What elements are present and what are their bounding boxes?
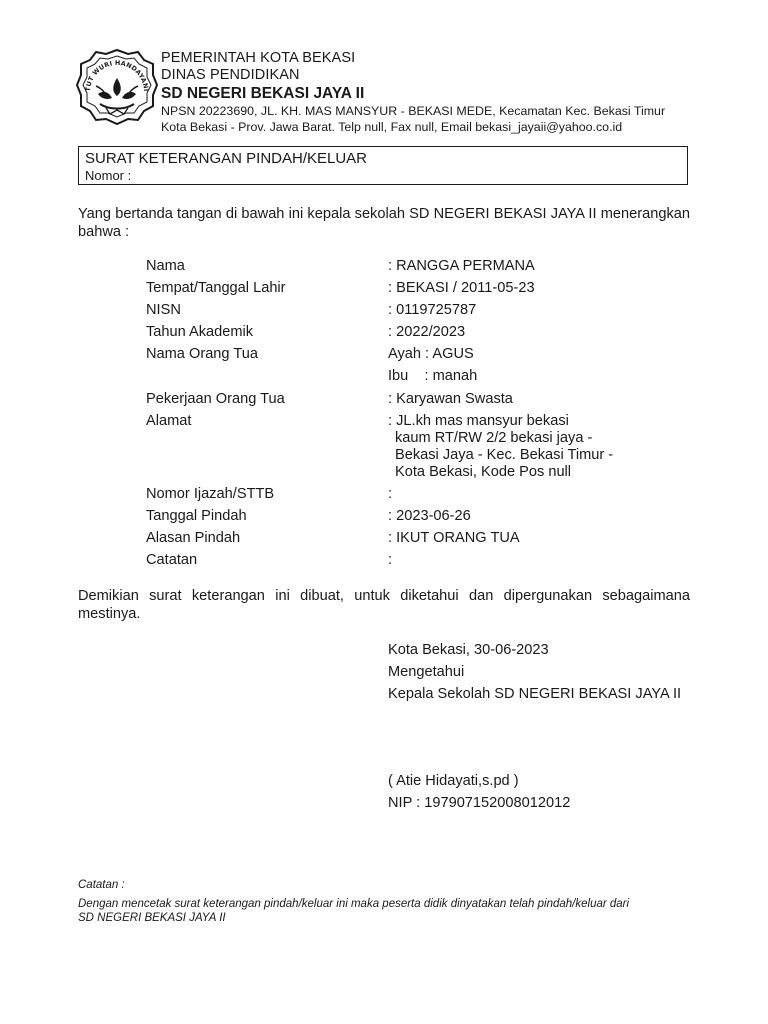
- field-label: Catatan: [146, 552, 198, 568]
- field-value: : 2022/2023: [388, 324, 466, 340]
- note-heading: Catatan :: [78, 879, 125, 891]
- signature-name: ( Atie Hidayati,s.pd ): [388, 773, 519, 789]
- field-label: Tanggal Pindah: [146, 508, 247, 524]
- letterhead-school-name: SD NEGERI BEKASI JAYA II: [161, 85, 365, 102]
- field-value: :: [388, 486, 393, 502]
- signature-place-date: Kota Bekasi, 30-06-2023: [388, 642, 549, 658]
- closing-paragraph: Demikian surat keterangan ini dibuat, untuk diketahui dan dipergunakan sebagaimana mestinya.: [78, 588, 690, 622]
- letterhead-address-2: Kota Bekasi - Prov. Jawa Barat. Telp null, Fax null, Email bekasi_jayaii@yahoo.co.id: [161, 120, 623, 134]
- field-value: : 0119725787: [388, 302, 477, 318]
- signature-position: Kepala Sekolah SD NEGERI BEKASI JAYA II: [388, 686, 682, 702]
- field-label: Alamat: [146, 413, 192, 429]
- note-line-1: Dengan mencetak surat keterangan pindah/keluar ini maka peserta didik dinyatakan telah pindah/keluar dari: [78, 898, 630, 910]
- letterhead: [161, 50, 721, 135]
- field-value: : JL.kh mas mansyur bekasi: [388, 413, 569, 429]
- signature-nip: NIP : 197907152008012012: [388, 795, 571, 811]
- letterhead-department: DINAS PENDIDIKAN: [161, 67, 300, 83]
- field-label: NISN: [146, 302, 181, 318]
- field-value: : Karyawan Swasta: [388, 391, 513, 407]
- note-line-2: SD NEGERI BEKASI JAYA II: [78, 912, 226, 924]
- field-label: Alasan Pindah: [146, 530, 241, 546]
- field-value: Kota Bekasi, Kode Pos null: [395, 464, 572, 480]
- field-value: Ayah : AGUS: [388, 346, 474, 362]
- field-value: : RANGGA PERMANA: [388, 258, 535, 274]
- field-value: Bekasi Jaya - Kec. Bekasi Timur -: [395, 447, 614, 463]
- field-label: Nama Orang Tua: [146, 346, 258, 362]
- field-value: : 2023-06-26: [388, 508, 471, 524]
- signature-mengetahui: Mengetahui: [388, 664, 465, 680]
- field-value: : IKUT ORANG TUA: [388, 530, 520, 546]
- field-label: Nama: [146, 258, 185, 274]
- title-box: [78, 146, 688, 185]
- field-value: : BEKASI / 2011-05-23: [388, 280, 535, 296]
- field-label: Pekerjaan Orang Tua: [146, 391, 285, 407]
- field-label: Tempat/Tanggal Lahir: [146, 280, 286, 296]
- field-value: :: [388, 552, 393, 568]
- document-number: Nomor :: [85, 168, 132, 183]
- field-value: Ibu : manah: [388, 368, 478, 384]
- svg-text:TUT WURI HANDAYANI: TUT WURI HANDAYANI: [83, 58, 151, 92]
- field-value: kaum RT/RW 2/2 bekasi jaya -: [395, 430, 593, 446]
- field-label: Tahun Akademik: [146, 324, 254, 340]
- intro-paragraph: Yang bertanda tangan di bawah ini kepala sekolah SD NEGERI BEKASI JAYA II menerangkan bahwa :: [78, 206, 690, 240]
- letterhead-government: PEMERINTAH KOTA BEKASI: [161, 50, 356, 66]
- field-label: Nomor Ijazah/STTB: [146, 486, 275, 502]
- document-title: SURAT KETERANGAN PINDAH/KELUAR: [85, 150, 368, 167]
- tut-wuri-handayani-emblem-icon: [76, 48, 158, 126]
- letterhead-address-1: NPSN 20223690, JL. KH. MAS MANSYUR - BEKASI MEDE, Kecamatan Kec. Bekasi Timur: [161, 104, 666, 118]
